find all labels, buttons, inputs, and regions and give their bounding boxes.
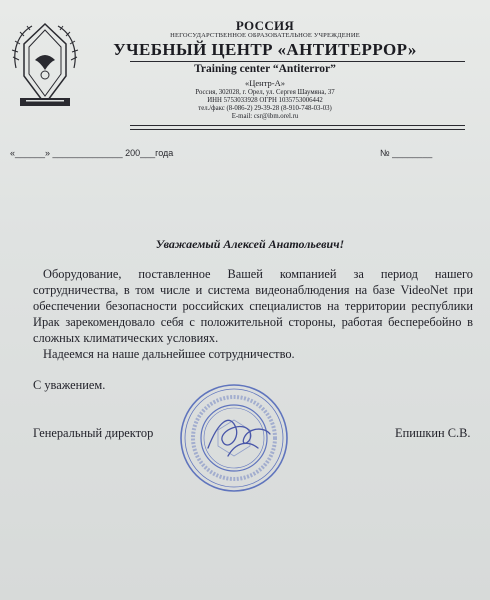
letterhead-country: РОССИЯ (235, 18, 295, 33)
letterhead-short-name: «Центр-А» (245, 78, 285, 88)
letterhead-bottom-rule-thin (130, 129, 465, 130)
letterhead-address: Россия, 302028, г. Орел, ул. Сергея Шаумяна, 37 (195, 89, 335, 96)
letterhead-divider (130, 61, 465, 62)
letter-paragraph: Оборудование, поставленное Вашей компанией за период нашего сотрудничества, в том числе и система видеонаблюдения на базе VideoNet при обеспечении безопасности российских специалистов на территории республики Ирак зарекомендовало себя с положительной стороны, работая бесперебойно в сложных климатических условиях. (33, 267, 473, 345)
letterhead-email: E-mail: csr@ibm.orel.ru (231, 113, 299, 120)
letterhead-phones: тел./факс (8-086-2) 29-39-28 (8-910-748-03-03) (198, 105, 332, 112)
letter-paragraph: Надеемся на наше дальнейшее сотрудничество. (43, 347, 295, 361)
letter-body (33, 266, 473, 362)
letter-greeting: Уважаемый Алексей Анатольевич! (155, 237, 345, 251)
signatory-name: Епишкин С.В. (395, 426, 471, 440)
letterhead-org-name: УЧЕБНЫЙ ЦЕНТР «АНТИТЕРРОР» (113, 40, 417, 59)
letter-closing: С уважением. (33, 378, 106, 392)
letterhead-english-name: Training center “Antiterror” (194, 63, 336, 75)
handwritten-signature (208, 420, 270, 456)
official-seal-stamp (178, 382, 290, 494)
signatory-title: Генеральный директор (33, 426, 154, 440)
document-number-field: № ________ (380, 148, 433, 158)
letterhead-bottom-rule (130, 125, 465, 126)
date-field: «______» ______________ 200___года (10, 148, 174, 158)
letterhead-registration: ИНН 5753033928 ОГРН 1035753006442 (207, 97, 323, 104)
letterhead-org-type: НЕГОСУДАРСТВЕННОЕ ОБРАЗОВАТЕЛЬНОЕ УЧРЕЖДЕНИЕ (170, 32, 360, 39)
